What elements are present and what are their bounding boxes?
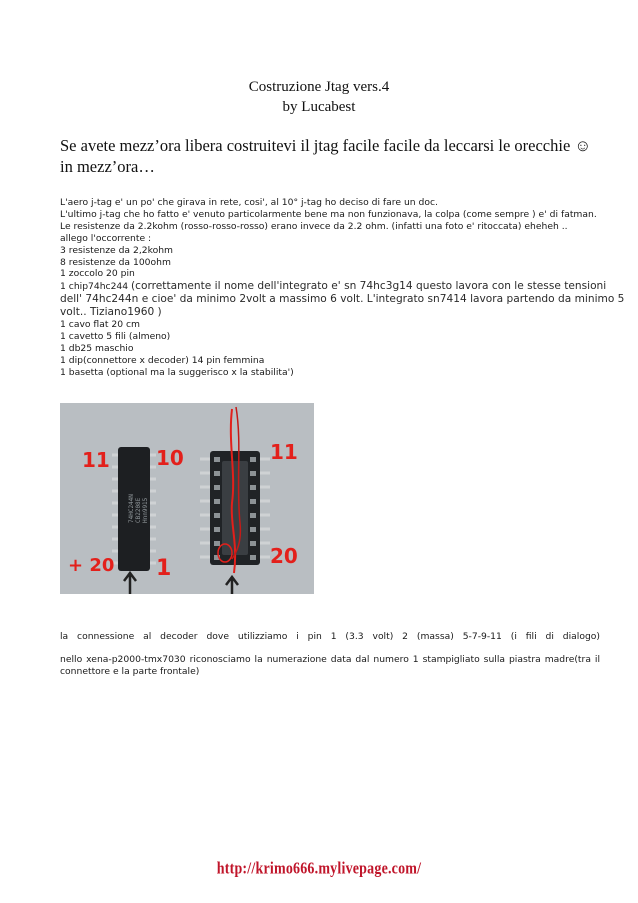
chip-marking-2: CB2208E — [135, 497, 142, 523]
intro-paragraph — [60, 135, 600, 177]
chip-photo — [60, 403, 314, 594]
chip-note-prefix: 1 chip74hc244 — [60, 281, 132, 293]
chip-note-text: (correttamente il nome dell'integrato e' sn 74hc3g14 questo lavora con le stesse tensioni — [131, 280, 607, 293]
connection-paragraph: la connessione al decoder dove utilizziamo i pin 1 (3.3 volt) 2 (massa) 5-7-9-11 (i fili di dialogo) — [60, 631, 600, 642]
pin-label-20-right: 20 — [270, 544, 298, 568]
intro-text-before: Se avete mezz’ora libera costruitevi il jtag facile facile da leccarsi le orecchie — [60, 136, 575, 155]
body-line: 8 resistenze da 100ohm — [60, 256, 171, 268]
numbering-paragraph: nello xena-p2000-tmx7030 riconosciamo la numerazione data dal numero 1 stampigliato sulla piastra madre(tra il connettore e la parte frontale) — [60, 654, 600, 677]
smiley-icon: ☺ — [574, 136, 592, 155]
chip-photo-illustration — [60, 403, 314, 594]
footer-link[interactable]: http://krimo666.mylivepage.com/ — [216, 860, 422, 879]
ic-chip — [112, 447, 156, 571]
chip-note-line-1 — [60, 280, 607, 293]
chip-marking-3: Hnn9915 — [142, 497, 149, 523]
materials-list — [60, 197, 625, 379]
body-line: 1 cavetto 5 fili (almeno) — [60, 331, 171, 343]
chip-note-line-3: volt.. Tiziano1960 ) — [60, 306, 162, 319]
body-line: L'aero j-tag e' un po' che girava in rete, cosi', al 10° j-tag ho deciso di fare un doc. — [60, 197, 438, 208]
pin-label-10: 10 — [156, 446, 184, 470]
body-line: 3 resistenze da 2,2kohm — [60, 244, 173, 256]
pin-label-20-left: + 20 — [68, 555, 115, 576]
pin-label-11-right: 11 — [270, 440, 298, 464]
chip-note-line-2: dell' 74hc244n e cioe' da minimo 2volt a massimo 6 volt. L'integrato sn7414 lavora partendo da minimo 5 — [60, 293, 625, 306]
chip-marking-1: 74HC244N — [128, 494, 135, 523]
body-line: 1 basetta (optional ma la suggerisco x la stabilita') — [60, 366, 294, 378]
body-line: 1 cavo flat 20 cm — [60, 319, 140, 331]
document-title: Costruzione Jtag vers.4 — [248, 79, 390, 95]
pin-label-11-left: 11 — [82, 448, 110, 472]
document-author: by Lucabest — [282, 99, 356, 115]
body-line: L'ultimo j-tag che ho fatto e' venuto particolarmente bene ma non funzionava, la colpa (come sempre ) e' di fatman. — [60, 208, 597, 220]
body-line: 1 db25 maschio — [60, 343, 134, 355]
body-line: Le resistenze da 2.2kohm (rosso-rosso-rosso) erano invece da 2.2 ohm. (infatti una foto e' ritoccata) eheheh .. — [60, 220, 568, 232]
pin-label-1: 1 — [156, 556, 172, 581]
intro-text-after: in mezz’ora… — [60, 157, 155, 176]
body-line: 1 zoccolo 20 pin — [60, 268, 135, 280]
body-line: allego l'occorrente : — [60, 232, 152, 244]
body-line: 1 dip(connettore x decoder) 14 pin femmina — [60, 355, 265, 367]
